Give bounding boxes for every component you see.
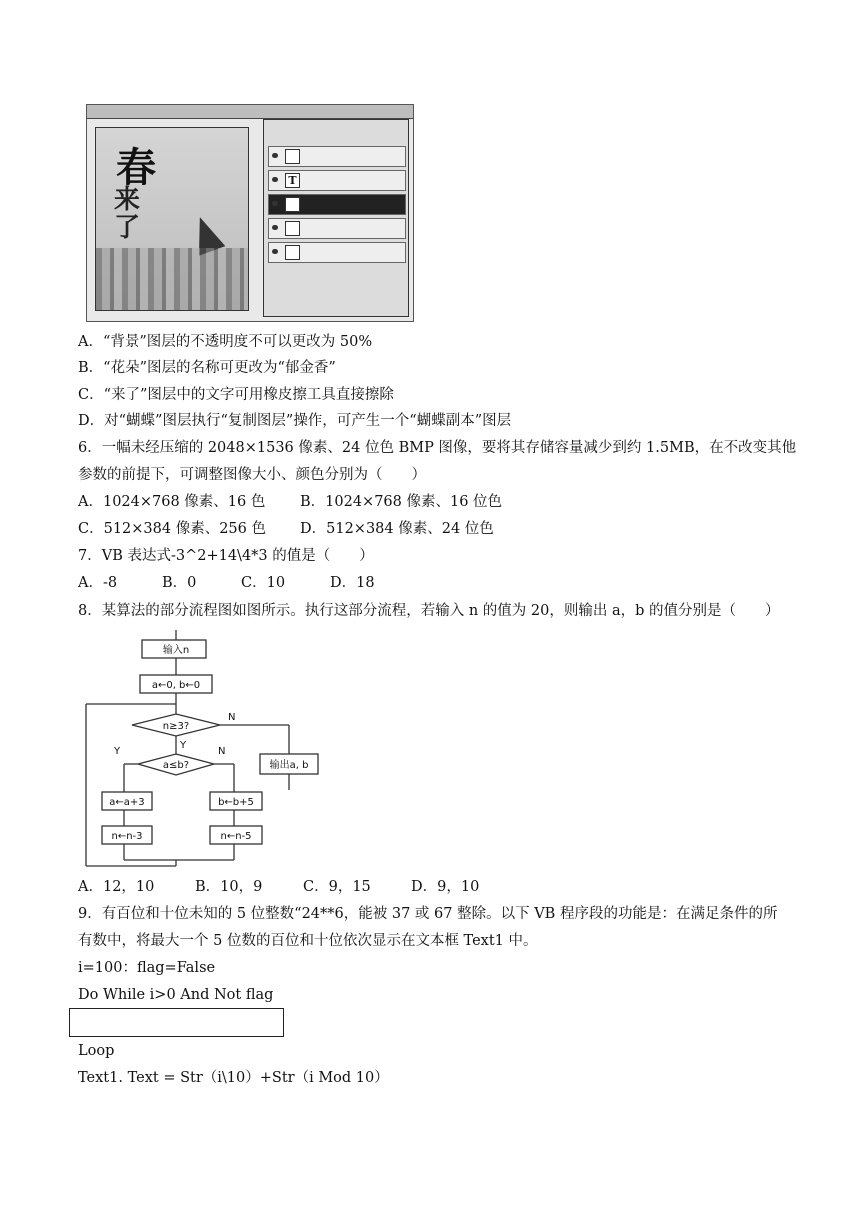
q7-option-c: C．10: [241, 575, 286, 591]
came-chars: 来了: [114, 185, 141, 243]
eye-icon: [272, 225, 278, 230]
flowchart-svg: [84, 628, 324, 870]
layer-thumb: [285, 149, 300, 164]
q8-option-c: C．9，15: [303, 879, 371, 895]
q7-stem: 7．VB 表达式-3^2+14\4*3 的值是（ ）: [78, 548, 374, 564]
layers-panel: [263, 119, 409, 317]
spring-char: 春: [116, 144, 156, 191]
eye-icon: [272, 177, 278, 182]
layer-row: [268, 242, 406, 263]
eye-icon: [272, 153, 278, 158]
q9-code-output: Text1. Text = Str（i\10）+Str（i Mod 10）: [78, 1070, 389, 1086]
q7-option-b: B．0: [162, 575, 197, 591]
flowers-band: [96, 248, 248, 310]
q6-option-d: D．512×384 像素、24 位色: [300, 521, 494, 537]
q5-option-b: B．“花朵”图层的名称可更改为“郁金香”: [78, 360, 336, 376]
q9-code-line1: i=100：flag=False: [78, 960, 216, 976]
q8-option-d: D．9，10: [411, 879, 480, 895]
q8-stem: 8．某算法的部分流程图如图所示。执行这部分流程，若输入 n 的值为 20，则输出 a，b 的值分别是（ ）: [78, 603, 780, 619]
q6-options-row1: [78, 492, 503, 512]
q8-option-b: B．10，9: [195, 879, 263, 895]
flow-cond1: n≥3?: [162, 721, 190, 732]
flow-a-plus-3: a←a+3: [109, 797, 145, 808]
flow-label-y1: Y: [180, 740, 187, 751]
q6-options-row2: [78, 519, 494, 539]
text-layer-thumb: T: [285, 173, 300, 188]
photoshop-screenshot: [86, 104, 414, 322]
flow-label-n1: N: [228, 712, 236, 723]
flow-input: 输入n: [162, 645, 190, 656]
q9-code-line2: Do While i>0 And Not flag: [78, 987, 274, 1003]
q9-stem-line1: 9．有百位和十位未知的 5 位整数“24**6，能被 37 或 67 整除。以下 VB 程序段的功能是：在满足条件的所: [78, 906, 778, 922]
q8-option-a: A．12，10: [78, 879, 155, 895]
q5-option-a: A．“背景”图层的不透明度不可以更改为 50%: [78, 334, 373, 350]
q6-option-a: A．1024×768 像素、16 色: [78, 494, 266, 510]
flow-init: a←0, b←0: [151, 680, 201, 691]
flow-output: 输出a, b: [269, 760, 309, 771]
flow-label-n2: N: [218, 746, 226, 757]
flowchart: [84, 628, 324, 874]
window-titlebar: [87, 105, 413, 119]
flow-cond2: a≤b?: [162, 760, 190, 771]
layer-row-selected: [268, 194, 406, 215]
layer-thumb: [285, 245, 300, 260]
q7-option-d: D．18: [330, 575, 375, 591]
flow-n-minus-3: n←n-3: [111, 831, 143, 842]
answer-blank-box[interactable]: [69, 1008, 284, 1037]
layer-thumb: [285, 221, 300, 236]
q9-code-loop: Loop: [78, 1043, 115, 1059]
eye-icon: [272, 249, 278, 254]
q5-option-c: C．“来了”图层中的文字可用橡皮擦工具直接擦除: [78, 387, 394, 403]
q6-stem-line2: 参数的前提下，可调整图像大小、颜色分别为（ ）: [78, 467, 426, 483]
image-canvas: [95, 127, 249, 311]
q8-options: [78, 877, 480, 897]
layer-row: [268, 146, 406, 167]
q5-option-d: D．对“蝴蝶”图层执行“复制图层”操作，可产生一个“蝴蝶副本”图层: [78, 413, 512, 429]
q9-stem-line2: 有数中，将最大一个 5 位数的百位和十位依次显示在文本框 Text1 中。: [78, 933, 538, 949]
flow-label-y2: Y: [114, 746, 121, 757]
layer-row: [268, 170, 406, 191]
q6-option-b: B．1024×768 像素、16 位色: [300, 494, 503, 510]
q6-option-c: C．512×384 像素、256 色: [78, 521, 266, 537]
q7-option-a: A．-8: [78, 575, 118, 591]
q7-options: [78, 573, 375, 593]
layer-thumb: [285, 197, 300, 212]
layer-row: [268, 218, 406, 239]
q6-stem-line1: 6．一幅未经压缩的 2048×1536 像素、24 位色 BMP 图像，要将其存储容量减少到约 1.5MB，在不改变其他: [78, 440, 797, 456]
flow-b-plus-5: b←b+5: [218, 797, 254, 808]
eye-icon: [272, 201, 278, 206]
flow-n-minus-5: n←n-5: [220, 831, 252, 842]
